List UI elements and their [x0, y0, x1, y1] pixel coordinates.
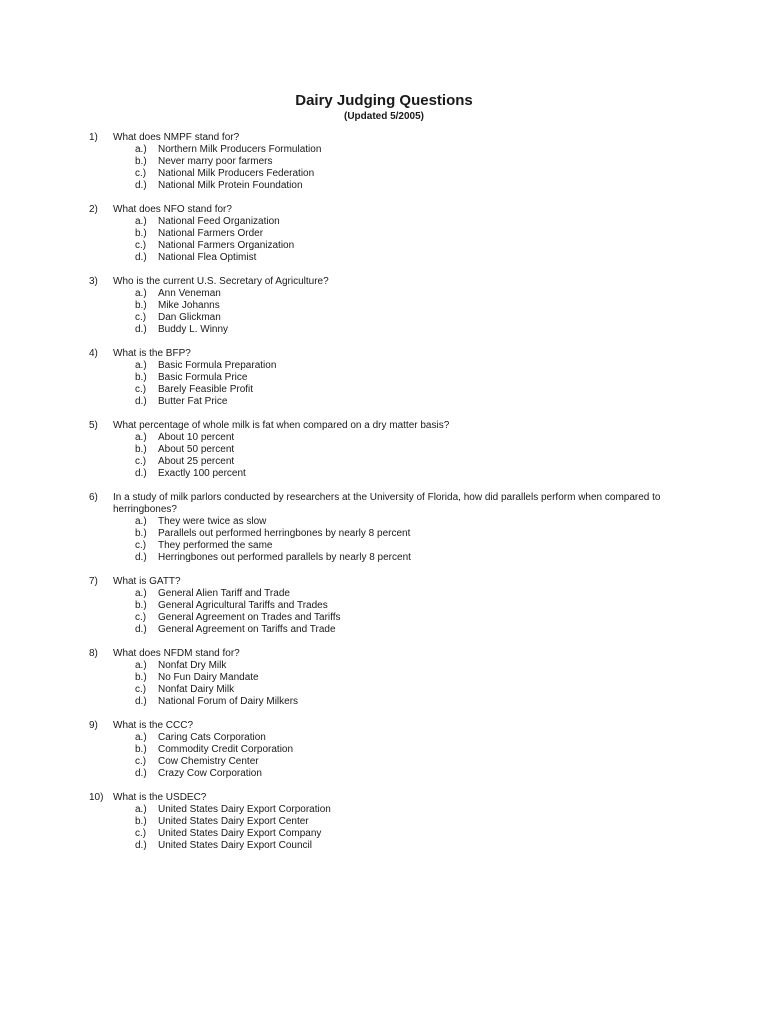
answer-text: National Farmers Organization	[158, 240, 295, 251]
question-number: 10)	[89, 792, 104, 803]
answer-letter: a.)	[135, 660, 147, 671]
question-item	[89, 492, 679, 564]
answer-option	[89, 660, 679, 672]
question-number: 4)	[89, 348, 98, 359]
question-number: 9)	[89, 720, 98, 731]
answer-letter: a.)	[135, 588, 147, 599]
answer-option	[89, 216, 679, 228]
answer-text: Basic Formula Price	[158, 372, 248, 383]
answer-letter: c.)	[135, 540, 147, 551]
answer-option	[89, 672, 679, 684]
answer-letter: c.)	[135, 240, 147, 251]
answer-option	[89, 624, 679, 636]
answer-option	[89, 360, 679, 372]
answer-text: National Feed Organization	[158, 216, 280, 227]
answer-letter: b.)	[135, 816, 147, 827]
answer-text: United States Dairy Export Company	[158, 828, 322, 839]
answer-option	[89, 384, 679, 396]
answer-letter: d.)	[135, 696, 147, 707]
answer-text: General Agreement on Trades and Tariffs	[158, 612, 341, 623]
answer-option	[89, 684, 679, 696]
answer-letter: d.)	[135, 324, 147, 335]
answer-text: Commodity Credit Corporation	[158, 744, 294, 755]
answer-option	[89, 180, 679, 192]
answer-option	[89, 528, 679, 540]
answer-letter: c.)	[135, 312, 147, 323]
answer-option	[89, 240, 679, 252]
answer-letter: a.)	[135, 216, 147, 227]
answer-letter: d.)	[135, 624, 147, 635]
answer-list	[89, 288, 679, 336]
answer-letter: c.)	[135, 756, 147, 767]
answer-option	[89, 516, 679, 528]
answer-letter: c.)	[135, 384, 147, 395]
answer-option	[89, 324, 679, 336]
answer-letter: a.)	[135, 732, 147, 743]
question-text: What percentage of whole milk is fat when compared on a dry matter basis?	[113, 420, 450, 431]
answer-option	[89, 588, 679, 600]
answer-letter: b.)	[135, 600, 147, 611]
answer-option	[89, 612, 679, 624]
answer-option	[89, 432, 679, 444]
question-item	[89, 420, 679, 480]
answer-letter: a.)	[135, 288, 147, 299]
question-number: 3)	[89, 276, 98, 287]
question-number: 8)	[89, 648, 98, 659]
answer-text: Nonfat Dairy Milk	[158, 684, 235, 695]
question-item	[89, 276, 679, 336]
answer-option	[89, 144, 679, 156]
answer-text: Cow Chemistry Center	[158, 756, 259, 767]
answer-option	[89, 288, 679, 300]
question-text: What is GATT?	[113, 576, 181, 587]
answer-letter: c.)	[135, 684, 147, 695]
answer-text: Ann Veneman	[158, 288, 221, 299]
question-item	[89, 576, 679, 636]
answer-letter: d.)	[135, 180, 147, 191]
answer-letter: d.)	[135, 396, 147, 407]
answer-option	[89, 600, 679, 612]
answer-list	[89, 432, 679, 480]
answer-option	[89, 444, 679, 456]
answer-option	[89, 456, 679, 468]
answer-letter: c.)	[135, 828, 147, 839]
answer-letter: b.)	[135, 744, 147, 755]
answer-option	[89, 372, 679, 384]
answer-option	[89, 696, 679, 708]
answer-text: Nonfat Dry Milk	[158, 660, 227, 671]
question-text: What is the CCC?	[113, 720, 194, 731]
question-list	[89, 132, 679, 864]
answer-text: They were twice as slow	[158, 516, 267, 527]
answer-letter: a.)	[135, 516, 147, 527]
answer-letter: d.)	[135, 252, 147, 263]
answer-option	[89, 312, 679, 324]
question-text: What is the USDEC?	[113, 792, 207, 803]
answer-letter: d.)	[135, 468, 147, 479]
answer-letter: c.)	[135, 168, 147, 179]
answer-text: Northern Milk Producers Formulation	[158, 144, 322, 155]
answer-text: About 25 percent	[158, 456, 235, 467]
answer-list	[89, 516, 679, 564]
answer-list	[89, 588, 679, 636]
answer-option	[89, 768, 679, 780]
question-item	[89, 792, 679, 852]
answer-text: Basic Formula Preparation	[158, 360, 277, 371]
answer-text: Herringbones out performed parallels by nearly 8 percent	[158, 552, 411, 563]
answer-text: They performed the same	[158, 540, 273, 551]
answer-text: General Agricultural Tariffs and Trades	[158, 600, 328, 611]
answer-option	[89, 744, 679, 756]
question-item	[89, 648, 679, 708]
answer-letter: b.)	[135, 228, 147, 239]
answer-letter: a.)	[135, 144, 147, 155]
answer-option	[89, 840, 679, 852]
question-text: What does NMPF stand for?	[113, 132, 240, 143]
answer-text: National Milk Producers Federation	[158, 168, 315, 179]
answer-text: About 50 percent	[158, 444, 235, 455]
answer-text: United States Dairy Export Center	[158, 816, 309, 827]
answer-letter: a.)	[135, 804, 147, 815]
answer-text: National Forum of Dairy Milkers	[158, 696, 299, 707]
question-item	[89, 720, 679, 780]
answer-letter: b.)	[135, 372, 147, 383]
answer-text: General Agreement on Tariffs and Trade	[158, 624, 336, 635]
question-item	[89, 132, 679, 192]
answer-letter: b.)	[135, 444, 147, 455]
answer-text: Crazy Cow Corporation	[158, 768, 262, 779]
answer-option	[89, 756, 679, 768]
answer-text: United States Dairy Export Council	[158, 840, 312, 851]
question-text: What does NFDM stand for?	[113, 648, 240, 659]
answer-option	[89, 156, 679, 168]
answer-list	[89, 804, 679, 852]
answer-option	[89, 816, 679, 828]
question-text: What is the BFP?	[113, 348, 191, 359]
answer-letter: d.)	[135, 552, 147, 563]
answer-list	[89, 216, 679, 264]
question-number: 6)	[89, 492, 98, 503]
answer-text: Dan Glickman	[158, 312, 221, 323]
answer-letter: d.)	[135, 768, 147, 779]
document-title: Dairy Judging Questions	[295, 92, 473, 109]
answer-list	[89, 360, 679, 408]
answer-letter: b.)	[135, 528, 147, 539]
answer-option	[89, 168, 679, 180]
answer-text: Caring Cats Corporation	[158, 732, 266, 743]
answer-text: Never marry poor farmers	[158, 156, 273, 167]
answer-letter: b.)	[135, 672, 147, 683]
answer-letter: b.)	[135, 300, 147, 311]
answer-list	[89, 732, 679, 780]
answer-letter: a.)	[135, 360, 147, 371]
answer-option	[89, 552, 679, 564]
answer-option	[89, 732, 679, 744]
question-item	[89, 348, 679, 408]
question-text: In a study of milk parlors conducted by researchers at the University of Florida, how did parallels perform when compared to herringbones?	[113, 492, 661, 515]
answer-list	[89, 660, 679, 708]
question-item	[89, 204, 679, 264]
answer-letter: b.)	[135, 156, 147, 167]
answer-letter: d.)	[135, 840, 147, 851]
answer-text: No Fun Dairy Mandate	[158, 672, 259, 683]
question-number: 2)	[89, 204, 98, 215]
answer-letter: c.)	[135, 612, 147, 623]
answer-option	[89, 828, 679, 840]
answer-text: National Farmers Order	[158, 228, 264, 239]
answer-text: Buddy L. Winny	[158, 324, 229, 335]
answer-option	[89, 300, 679, 312]
answer-text: About 10 percent	[158, 432, 235, 443]
answer-text: General Alien Tariff and Trade	[158, 588, 290, 599]
answer-text: United States Dairy Export Corporation	[158, 804, 331, 815]
question-number: 7)	[89, 576, 98, 587]
answer-list	[89, 144, 679, 192]
answer-letter: a.)	[135, 432, 147, 443]
question-text: What does NFO stand for?	[113, 204, 232, 215]
question-text: Who is the current U.S. Secretary of Agriculture?	[113, 276, 329, 287]
answer-text: National Flea Optimist	[158, 252, 257, 263]
answer-text: National Milk Protein Foundation	[158, 180, 303, 191]
answer-option	[89, 540, 679, 552]
answer-text: Butter Fat Price	[158, 396, 228, 407]
document-subtitle: (Updated 5/2005)	[343, 111, 425, 122]
answer-text: Barely Feasible Profit	[158, 384, 254, 395]
answer-letter: c.)	[135, 456, 147, 467]
answer-option	[89, 468, 679, 480]
question-number: 5)	[89, 420, 98, 431]
answer-option	[89, 252, 679, 264]
answer-text: Mike Johanns	[158, 300, 220, 311]
question-number: 1)	[89, 132, 98, 143]
answer-option	[89, 396, 679, 408]
answer-text: Exactly 100 percent	[158, 468, 246, 479]
answer-option	[89, 228, 679, 240]
answer-option	[89, 804, 679, 816]
answer-text: Parallels out performed herringbones by nearly 8 percent	[158, 528, 411, 539]
